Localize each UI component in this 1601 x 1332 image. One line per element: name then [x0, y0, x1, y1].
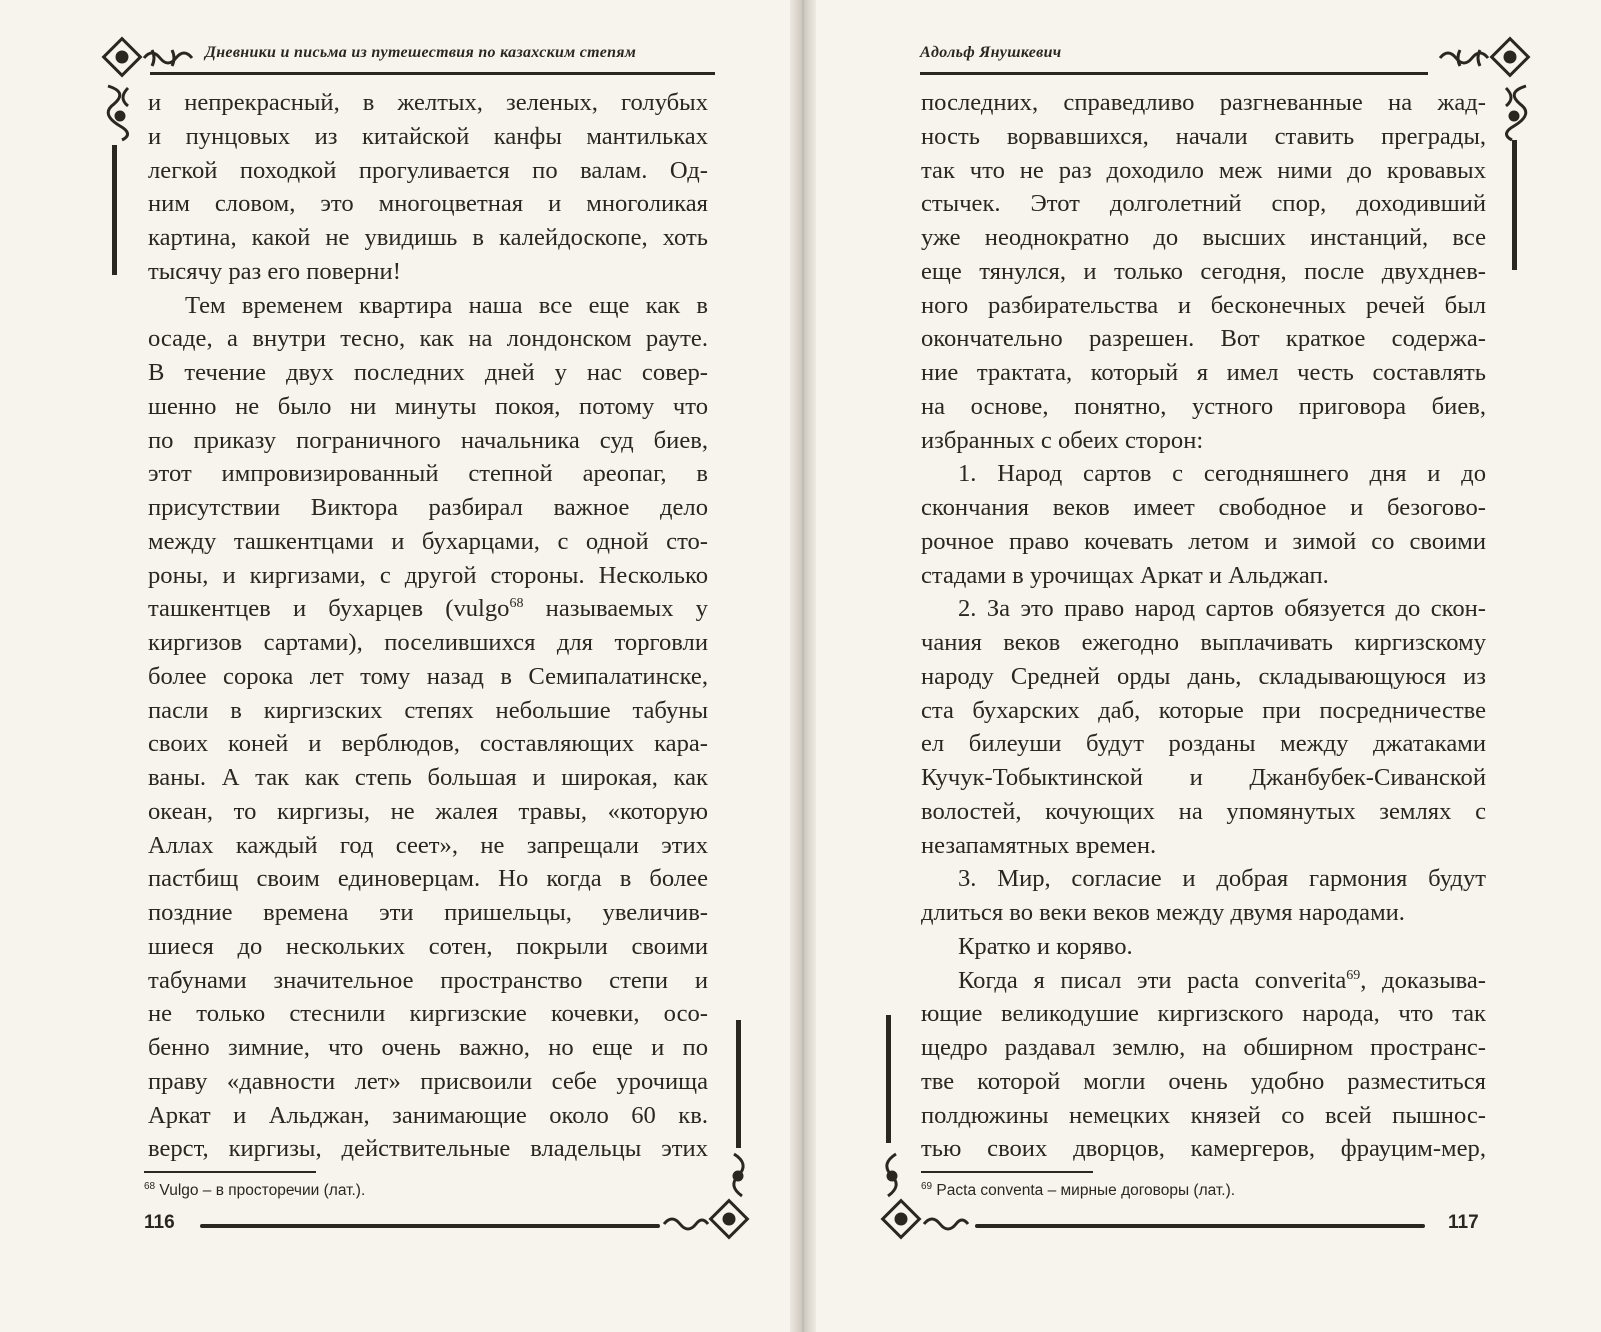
- text-line: последних, справедливо разгневанные на жад-: [921, 89, 1486, 116]
- text-line: полдюжины немецких князей со всей пышнос-: [921, 1101, 1486, 1129]
- text-line: на основе, понятно, устного приговора биев,: [921, 392, 1486, 420]
- text-line: этот импровизированный степной ареопаг, в: [148, 460, 708, 488]
- paragraph-1-last-line: тысячу раз его поверни!: [148, 257, 401, 285]
- paragraph-continued: [921, 86, 1486, 424]
- right-margin-bar-top: [1512, 140, 1517, 270]
- text-line: щедро раздавал землю, на обширном пространс-: [921, 1034, 1486, 1061]
- text-line: тве которой могли очень удобно разместиться: [921, 1067, 1486, 1095]
- footer-rule-right: [975, 1224, 1425, 1228]
- text-line: 2. За это право народ сартов обязуется до скон-: [958, 595, 1486, 623]
- text-line: Аллах каждый год сеет», не запрещали этих: [148, 831, 708, 859]
- text-line: более сорока лет тому назад в Семипалатинске,: [148, 662, 708, 690]
- text-line: киргизов сартами), поселившихся для торговли: [148, 629, 708, 656]
- text-line: 1. Народ сартов с сегодняшнего дня и до: [958, 460, 1486, 488]
- text-line: ние трактата, который я имел честь составлять: [921, 359, 1486, 386]
- text-line: тью своих дворцов, камергеров, фрауцим-мер,: [921, 1135, 1486, 1163]
- text-line: скончания веков имеет свободное и безогово-: [921, 494, 1486, 521]
- top-right-ornament-icon: [1428, 36, 1532, 80]
- treaty-item-1-last-line: стадами в урочищах Аркат и Альджап.: [921, 561, 1329, 589]
- text-line: не только стеснили киргизские кочевки, осо-: [148, 1000, 708, 1028]
- right-body-text: [921, 86, 1486, 1166]
- text-line: верст, киргизы, действительные владельцы этих: [148, 1135, 708, 1163]
- text-line: присутствии Виктора разбирал важное дело: [148, 494, 708, 521]
- text-line: поздние времена эти пришельцы, увеличив-: [148, 899, 708, 926]
- text-line: между ташкентцами и бухарцами, с одной сто-: [148, 527, 708, 555]
- text-line: океан, то киргизы, не жалея травы, «которую: [148, 797, 708, 825]
- text-line: ность ворвавшихся, начали ставить преграды,: [921, 122, 1486, 150]
- text-line: шенно не было ни минуты покоя, потому что: [148, 392, 708, 420]
- treaty-item-2-last-line: незапамятных времен.: [921, 831, 1157, 859]
- text-line: ного разбирательства и бесконечных речей был: [921, 291, 1486, 319]
- text-line: и пунцовых из китайской канфы мантильках: [148, 122, 708, 150]
- text-line: пастбищ своим единоверцам. Но когда в более: [148, 865, 708, 893]
- text-line: ваны. А так как степь большая и широкая, как: [148, 764, 708, 791]
- text-line: Тем временем квартира наша все еще как в: [185, 291, 708, 319]
- header-rule-left: [150, 72, 715, 75]
- paragraph-1: [148, 86, 708, 255]
- footnote-69: $^{69}$ Pacta conventa – мирные договоры (лат.).: [921, 1180, 1236, 1199]
- text-line: картина, какой не увидишь в калейдоскопе, хоть: [148, 224, 708, 251]
- text-line: роны, и киргизами, с другой стороны. Несколько: [148, 561, 708, 589]
- footnote-rule-left: [144, 1171, 316, 1173]
- text-line: своих коней и верблюдов, составляющих кара-: [148, 730, 708, 758]
- left-margin-bar-top: [112, 145, 117, 275]
- paragraph-continued-last-line: избранных с обеих сторон:: [921, 426, 1204, 454]
- text-line: народу Средней орды дань, складывающуюся из: [921, 662, 1486, 690]
- short-remark: Кратко и коряво.: [958, 932, 1133, 960]
- text-line: В течение двух последних дней у нас совер-: [148, 359, 708, 386]
- text-line: так что не раз доходило меж ними до кровавых: [921, 156, 1486, 184]
- header-rule-right: [920, 72, 1428, 75]
- text-line: уже неоднократно до высших инстанций, все: [921, 224, 1486, 251]
- treaty-item-3-last-line: длиться во веки веков между двумя народами.: [921, 899, 1405, 926]
- text-line: Аркат и Альджан, занимающие около 60 кв.: [148, 1101, 708, 1129]
- text-line: ним словом, это многоцветная и многоликая: [148, 190, 708, 218]
- text-line: ел билеуши будут розданы между джатаками: [921, 730, 1486, 758]
- vulgo-line: ташкентцев и бухарцев (vulgo$^{68}$ называемых у: [148, 595, 708, 623]
- paragraph-2-part-a: [148, 289, 708, 593]
- page-number-right: 117: [1448, 1212, 1479, 1233]
- text-line: стычек. Этот долголетний спор, доходивший: [921, 190, 1486, 218]
- paragraph-final: [921, 997, 1486, 1166]
- text-line: окончательно разрешен. Вот краткое содержа-: [921, 325, 1486, 353]
- pacta-line: Когда я писал эти pacta converita$^{69}$, доказыва-: [958, 966, 1486, 994]
- text-line: еще тянулся, и только сегодня, после двухднев-: [921, 257, 1486, 285]
- running-header-right: Адольф Янушкевич: [920, 44, 1062, 61]
- left-body-text: [148, 86, 708, 1166]
- text-line: праву «давности лет» присвоили себе урочища: [148, 1067, 708, 1095]
- book-gutter: [790, 0, 816, 1332]
- text-line: по приказу пограничного начальника суд биев,: [148, 426, 708, 454]
- treaty-item-3: [921, 862, 1486, 896]
- right-margin-bar-bottom: [886, 1015, 891, 1143]
- page-number-left: 116: [144, 1212, 175, 1233]
- running-header-left: Дневники и письма из путешествия по казахским степям: [205, 44, 637, 61]
- footnote-rule-right: [921, 1171, 1093, 1173]
- treaty-item-2: [921, 592, 1486, 828]
- right-side-ornament-icon: [1494, 82, 1534, 142]
- footnote-ref-68: 68: [509, 596, 524, 612]
- treaty-item-1: [921, 457, 1486, 558]
- text-line: рочное право кочевать летом и зимой со своими: [921, 527, 1486, 555]
- text-line: бенно зимние, что очень важно, но еще и по: [148, 1034, 708, 1061]
- text-line: и непрекрасный, в желтых, зеленых, голубых: [148, 89, 708, 116]
- text-line: пасли в киргизских степях небольшие табуны: [148, 696, 708, 724]
- text-line: ста бухарских даб, которые при посредничестве: [921, 696, 1486, 724]
- bottom-right-ornament-icon: [660, 1150, 760, 1246]
- text-line: осаде, а внутри тесно, как на лондонском рауте.: [148, 325, 708, 353]
- footnote-68: $^{68}$ Vulgo – в просторечии (лат.).: [144, 1180, 366, 1199]
- text-line: табунами значительное пространство степи и: [148, 966, 708, 994]
- text-line: волостей, кочующих на упомянутых землях с: [921, 797, 1486, 825]
- text-line: чания веков ежегодно выплачивать киргизскому: [921, 629, 1486, 656]
- text-line: Кучук-Тобыктинской и Джанбубек-Сиванской: [921, 764, 1486, 791]
- text-line: 3. Мир, согласие и добрая гармония будут: [958, 865, 1486, 893]
- footer-rule-left: [200, 1224, 660, 1228]
- text-line: ющие великодушие киргизского народа, что так: [921, 1000, 1486, 1028]
- footnote-ref-69: 69: [1346, 967, 1361, 983]
- text-line: легкой походкой прогуливается по валам. Од-: [148, 156, 708, 184]
- left-margin-bar-bottom: [736, 1020, 741, 1148]
- paragraph-2-part-b: [148, 626, 708, 1166]
- text-line: шиеся до нескольких сотен, покрыли своими: [148, 932, 708, 960]
- left-side-ornament-icon: [100, 82, 140, 142]
